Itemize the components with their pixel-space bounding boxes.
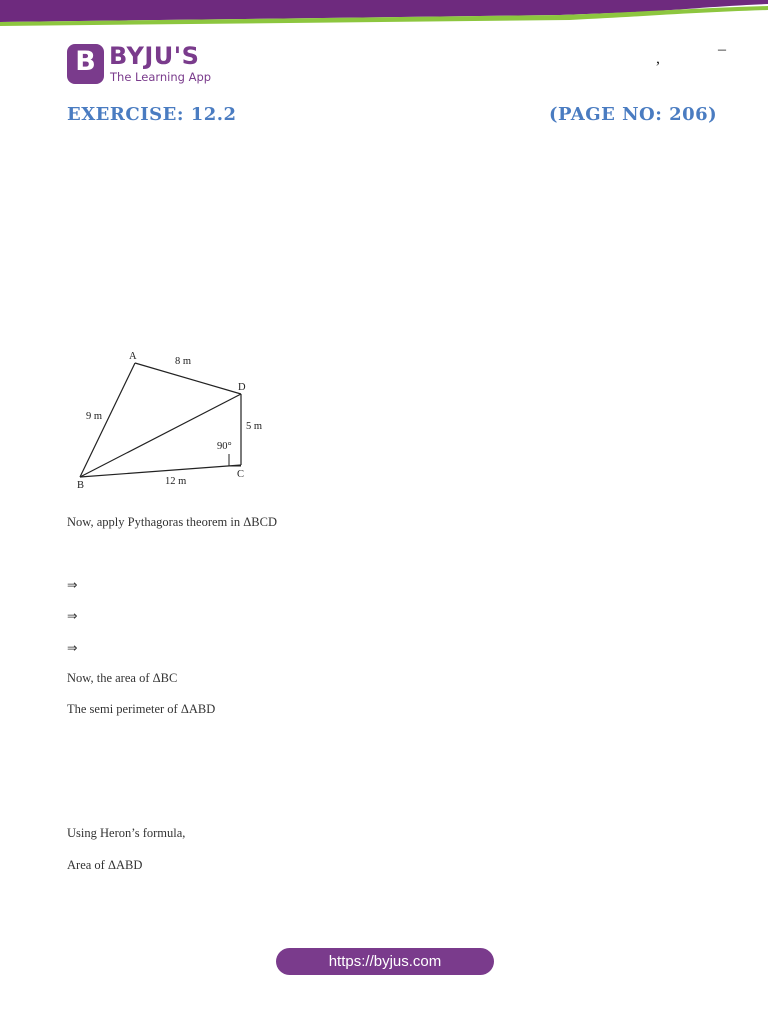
footer-url-link[interactable]: [276, 948, 494, 975]
vertex-label-a: A: [129, 351, 137, 362]
angle-label-c: 90°: [217, 441, 232, 452]
side-label-ad: 8 m: [175, 356, 192, 367]
footer-url-text: https://byjus.com: [328, 953, 442, 970]
quadrilateral-figure: [70, 345, 280, 495]
logo-mark-icon: B: [67, 44, 104, 84]
vertex-label-b: B: [77, 480, 85, 491]
stray-comma-mark: ,: [656, 50, 660, 67]
diagonal-bd: [80, 394, 241, 477]
vertex-label-c: C: [237, 469, 245, 480]
implies-line: ⇒: [67, 578, 78, 592]
text-line: Now, the area of ΔBC: [67, 671, 178, 685]
exercise-title: EXERCISE: 12.2: [67, 104, 237, 125]
brand-name: BYJU'S: [109, 42, 200, 70]
side-label-ab: 9 m: [86, 411, 103, 422]
brand-tagline: The Learning App: [110, 70, 212, 84]
implies-line: ⇒: [67, 609, 78, 623]
text-line: Area of ΔABD: [67, 858, 143, 872]
page-number: (PAGE NO: 206): [549, 104, 718, 125]
text-line: The semi perimeter of ΔABD: [67, 702, 216, 716]
side-label-bc: 12 m: [165, 476, 187, 487]
text-line: Now, apply Pythagoras theorem in ΔBCD: [67, 515, 277, 529]
header-color-band: [0, 0, 768, 26]
side-label-dc: 5 m: [246, 421, 263, 432]
implies-line: ⇒: [67, 641, 78, 655]
stray-dash-mark: –: [718, 41, 726, 58]
edge-ad: [135, 363, 241, 394]
right-angle-marker: [229, 454, 241, 466]
vertex-label-d: D: [238, 382, 246, 393]
edge-bc: [80, 465, 241, 477]
text-line: Using Heron’s formula,: [67, 826, 186, 840]
